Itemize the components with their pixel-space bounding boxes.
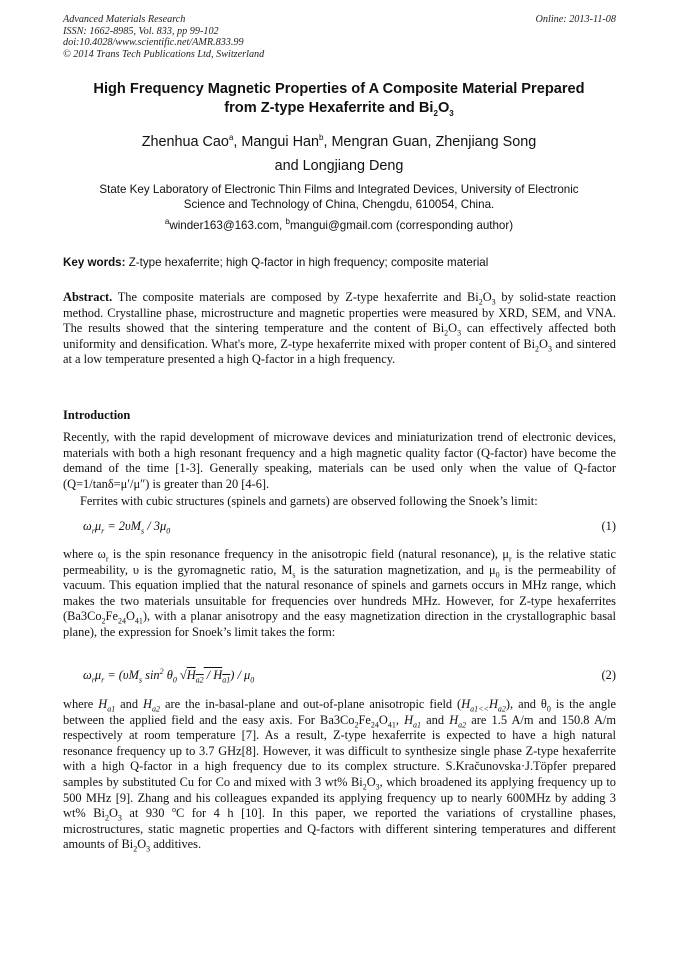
journal-header [63,14,616,60]
copyright: © 2014 Trans Tech Publications Ltd, Switzerland [63,48,265,60]
equation-2: $\omega_r\mu_r = (\upsilon M_s$ $\sin^2 \theta_0$ $√H_{a2} / H_{a1}) / \mu_0$ (2) [83,666,616,685]
equation-1: $\omega_r\mu_r = 2\upsilon M_s / 3\mu_0$ (1) [83,519,616,536]
intro-paragraph-4: where $H_{a1}$ and $H_{a2}$ are the in-basal-plane and out-of-plane anisotropic field $(H_{a1<<}H_{a2})$, and $\theta_0$ is the angle between the applied field and the easy axis. For $Ba3Co_2Fe_{24}O_{41}$, $H_{a1}$ and $H_{a2}$ are 1.5 A/m and 150.8 A/m respectively at room temperature [7]. As a result, Z-type hexaferrite is expected to have a high natural resonance frequency up to 3.7 GHz[8]. However, it was difficult to synthesize single phase Z-type hexaferrite with a high Q-factor in a high frequency due to its complex structure. S.Kračunovska·J.Töpfer prepared samples by substituted Cu for Co and mixed with 3 wt% $Bi_2O_3$, which broadened its applying frequency up to 500 MHz [9]. Zhang and his colleagues expanded its applying frequency up to nearly 600MHz by adding 3 wt% $Bi_2O_3$ at 930 $^o$C for 4 h [10]. In this paper, we reported the variations of crystalline phases, microstructures, static magnetic properties and Q-factors with different sintering temperatures and different amounts of $Bi_2O_3$ additives. [63,697,617,854]
title-line-1: High Frequency Magnetic Properties of A Composite Material Prepared [93,81,585,97]
authors-line-2: and Longjiang Deng [274,158,404,174]
issn: ISSN: 1662-8985, Vol. 833, pp 99-102 [63,25,219,37]
author-emails: $^a$winder163@163.com, $^b$mangui@gmail.com (corresponding author) [164,217,514,232]
author-list [60,130,618,178]
intro-paragraph-3: where $\omega_r$ is the spin resonance frequency in the anisotropic field (natural resonance), $\mu_r$ is the relative static permeability, υ is the gyromagnetic ratio, $M_s$ is the saturation magnetization, and $\mu_0$ is the permeability of vacuum. This equation implied that the natural resonance of spinels and garnets occurs in MHz range, which makes the two materials unsuitable for frequencies over hundreds MHz. However, for Z-type hexaferrites $(Ba3Co_2Fe_{24}O_{41})$, with a planar anisotropy and the easy magnetization direction in the crystallographic basal plane), the expression for Snoek’s limit takes the form: [63,547,617,639]
journal-name: Advanced Materials Research [63,14,186,25]
section-heading-introduction: Introduction [63,408,131,422]
equation-2-number: (2) [601,668,616,682]
authors-line-1: Zhenhua Cao$^a$, Mangui Han$^b$, Mengran Guan, Zhenjiang Song [141,133,537,150]
intro-paragraph-1: Recently, with the rapid development of microwave devices and miniaturization trend of electronic devices, materials with both a high resonant frequency and a high magnetic quality factor (Q-factor) have become the demand of the time [1-3]. Generally speaking, materials can be used only when the value of Q-factor (Q=1/tanδ=μ′/μ″) is greater than 20 [4-6]. [63,430,616,491]
paper-title [60,80,618,118]
abstract: Abstract. The composite materials are composed by Z-type hexaferrite and $Bi_2O_3$ by solid-state reaction method. Crystalline phase, microstructure and magnetic properties were measured by XRD, SEM, and VNA. The results showed that the sintering temperature and the content of $Bi_2O_3$ can effectively affected both uniformity and densification. What's more, Z-type hexaferrite mixed with proper content of $Bi_2O_3$ and sintered at a low temperature presented a high Q-factor in a high frequency. [63,290,617,367]
doi: doi:10.4028/www.scientific.net/AMR.833.99 [63,37,244,49]
affiliation: State Key Laboratory of Electronic Thin Films and Integrated Devices, University of Electronic Science and Technology of China, Chengdu, 610054, China. [99,183,579,211]
title-line-2: from Z-type Hexaferrite and $Bi_2O_3$ [224,100,454,118]
online-date: Online: 2013-11-08 [535,14,616,25]
intro-paragraph-2: Ferrites with cubic structures (spinels and garnets) are observed following the Snoek’s limit: [80,494,538,508]
keywords: Key words: Z-type hexaferrite; high Q-factor in high frequency; composite material [63,256,489,269]
equation-1-number: (1) [601,519,616,533]
